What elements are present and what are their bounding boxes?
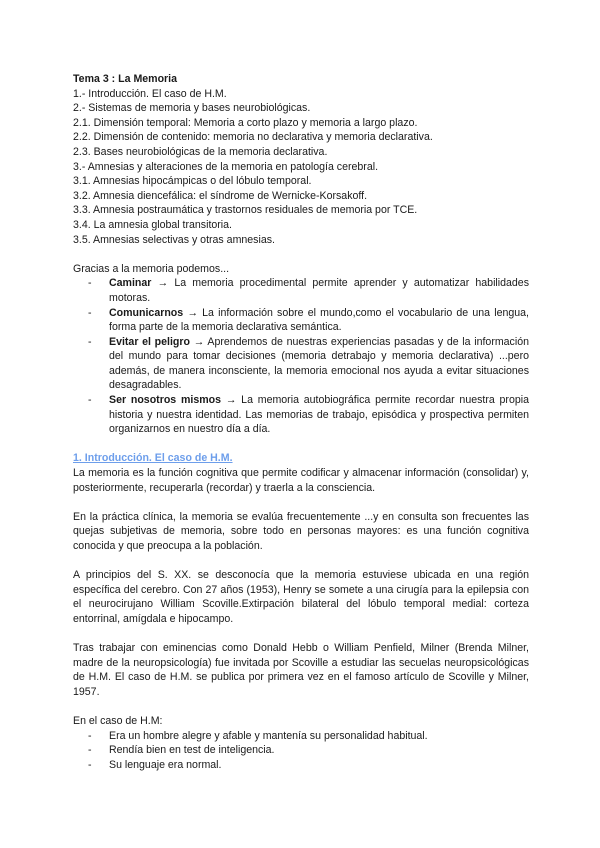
section-heading: 1. Introducción. El caso de H.M. — [73, 452, 233, 465]
bullet-text: Era un hombre alegre y afable y mantenía su personalidad habitual. — [109, 729, 428, 742]
intro-text: Gracias a la memoria podemos... — [73, 262, 230, 275]
toc-item: 2.3. Bases neurobiológicas de la memoria declarativa. — [73, 145, 328, 158]
bullet-text: → La memoria autobiográfica permite recordar nuestra propia historia y nuestra identidad. Las memorias de trabajo, episódica y prospectiva permiten organizarnos en nuestro día a día. — [109, 394, 529, 436]
list-item — [73, 276, 529, 305]
toc-item: 3.2. Amnesia diencefálica: el síndrome de Wernicke-Korsakoff. — [73, 189, 368, 202]
bullet-term: Comunicarnos — [109, 306, 184, 319]
bullet-term: Evitar el peligro — [109, 335, 190, 348]
memory-uses-list — [73, 276, 529, 437]
paragraph: A principios del S. XX. se desconocía que la memoria estuviese ubicada en una región específica del cerebro. Con 27 años (1953), Henry se somete a una cirugía para la epilepsia con el neurocirujano William Scoville.Extirpación bilateral del lóbulo temporal medial: corteza entorrinal, amígdala e hipocampo. — [73, 569, 529, 625]
paragraph: En la práctica clínica, la memoria se evalúa frecuentemente ...y en consulta son frecuentes las quejas subjetivas de memoria, sobre todo en personas mayores: es una función cognitiva conocida y que preocupa a la población. — [73, 510, 529, 552]
bullet-dash: - — [88, 306, 92, 319]
list-item — [73, 729, 529, 744]
hm-intro: En el caso de H.M: — [73, 715, 163, 728]
list-item — [73, 393, 529, 437]
bullet-term: Caminar — [109, 277, 152, 290]
bullet-dash: - — [88, 335, 92, 348]
bullet-dash: - — [88, 729, 92, 742]
document-content — [73, 72, 529, 773]
paragraph: La memoria es la función cognitiva que permite codificar y almacenar información (consolidar) y, posteriormente, recuperarla (recordar) y traerla a la consciencia. — [73, 467, 529, 494]
toc-item: 3.4. La amnesia global transitoria. — [73, 218, 232, 231]
bullet-text: → La memoria procedimental permite aprender y automatizar habilidades motoras. — [109, 277, 529, 304]
bullet-term: Ser nosotros mismos — [109, 394, 222, 407]
toc-item: 3.1. Amnesias hipocámpicas o del lóbulo temporal. — [73, 175, 312, 188]
bullet-dash: - — [88, 758, 92, 771]
document-title: Tema 3 : La Memoria — [73, 73, 178, 85]
list-item — [73, 743, 529, 758]
bullet-dash: - — [88, 394, 92, 407]
list-item — [73, 758, 529, 773]
list-item — [73, 335, 529, 393]
bullet-text: Su lenguaje era normal. — [109, 758, 222, 771]
toc-item: 2.1. Dimensión temporal: Memoria a corto plazo y memoria a largo plazo. — [73, 116, 418, 129]
bullet-dash: - — [88, 744, 92, 757]
toc-item: 3.- Amnesias y alteraciones de la memoria en patología cerebral. — [73, 160, 379, 173]
bullet-text: Rendía bien en test de inteligencia. — [109, 744, 275, 757]
toc-item: 2.- Sistemas de memoria y bases neurobiológicas. — [73, 102, 311, 115]
toc-item: 3.5. Amnesias selectivas y otras amnesias. — [73, 233, 275, 246]
list-item — [73, 306, 529, 335]
table-of-contents — [73, 87, 529, 248]
bullet-text: → Aprendemos de nuestras experiencias pasadas y de la información del mundo para tomar decisiones (memoria detrabajo y memoria declarativa) ...pero además, de manera inconsciente, la memoria emocional nos ayuda a evitar situaciones desagradables. — [109, 335, 529, 392]
toc-item: 2.2. Dimensión de contenido: memoria no declarativa y memoria declarativa. — [73, 131, 433, 144]
bullet-dash: - — [88, 277, 92, 290]
hm-list — [73, 729, 529, 773]
paragraph: Tras trabajar con eminencias como Donald Hebb o William Penfield, Milner (Brenda Milner, madre de la neuropsicología) fue invitada por Scoville a estudiar las secuelas neuropsicológicas de H.M. El caso de H.M. se publica por primera vez en el famoso artículo de Scoville y Milner, 1957. — [73, 642, 529, 698]
toc-item: 3.3. Amnesia postraumática y trastornos residuales de memoria por TCE. — [73, 204, 418, 217]
bullet-text: → La información sobre el mundo,como el vocabulario de una lengua, forma parte de la memoria declarativa semántica. — [109, 306, 529, 334]
toc-item: 1.- Introducción. El caso de H.M. — [73, 87, 227, 100]
